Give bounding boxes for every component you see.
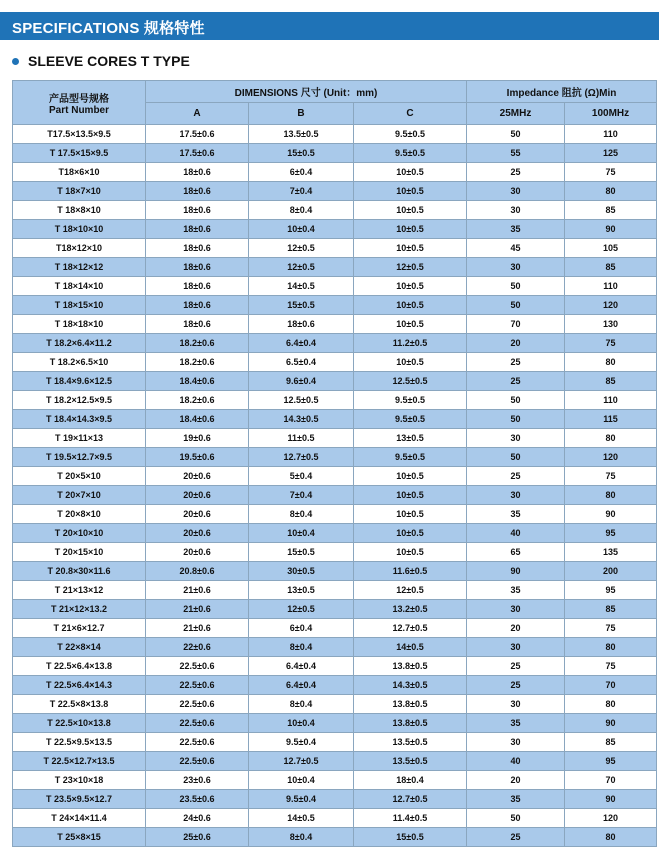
table-row [13, 163, 657, 182]
part-number-cell: T 22.5×9.5×13.5 [13, 733, 146, 752]
dim-b-cell: 15±0.5 [249, 296, 354, 315]
impedance-header: Impedance 阻抗 (Ω)Min [467, 81, 657, 103]
dim-b-cell: 14±0.5 [249, 277, 354, 296]
impedance-100mhz-cell: 70 [565, 771, 657, 790]
part-number-cell: T 18×10×10 [13, 220, 146, 239]
impedance-25mhz-cell: 50 [467, 391, 565, 410]
dim-b-cell: 5±0.4 [249, 467, 354, 486]
part-number-cell: T18×12×10 [13, 239, 146, 258]
dim-a-cell: 21±0.6 [146, 581, 249, 600]
col-c-header: C [354, 103, 467, 125]
dim-a-cell: 22.5±0.6 [146, 714, 249, 733]
dim-a-cell: 22.5±0.6 [146, 733, 249, 752]
impedance-25mhz-cell: 50 [467, 448, 565, 467]
page-title: SPECIFICATIONS 规格特性 [12, 20, 205, 37]
dim-c-cell: 9.5±0.5 [354, 410, 467, 429]
impedance-25mhz-cell: 30 [467, 429, 565, 448]
table-row [13, 581, 657, 600]
dim-b-cell: 8±0.4 [249, 505, 354, 524]
impedance-100mhz-cell: 200 [565, 562, 657, 581]
impedance-100mhz-cell: 85 [565, 733, 657, 752]
impedance-100mhz-cell: 120 [565, 448, 657, 467]
table-row [13, 657, 657, 676]
impedance-25mhz-cell: 55 [467, 144, 565, 163]
dim-c-cell: 10±0.5 [354, 543, 467, 562]
dim-c-cell: 11.6±0.5 [354, 562, 467, 581]
dim-c-cell: 12.7±0.5 [354, 619, 467, 638]
part-number-cell: T 22.5×8×13.8 [13, 695, 146, 714]
dim-a-cell: 22±0.6 [146, 638, 249, 657]
dim-c-cell: 13±0.5 [354, 429, 467, 448]
dim-b-cell: 13.5±0.5 [249, 125, 354, 144]
table-row [13, 828, 657, 847]
dim-b-cell: 9.5±0.4 [249, 790, 354, 809]
impedance-100mhz-cell: 90 [565, 505, 657, 524]
dim-c-cell: 12.7±0.5 [354, 790, 467, 809]
dim-a-cell: 22.5±0.6 [146, 695, 249, 714]
impedance-25mhz-cell: 30 [467, 201, 565, 220]
table-row [13, 201, 657, 220]
dim-c-cell: 13.8±0.5 [354, 695, 467, 714]
table-row [13, 258, 657, 277]
impedance-25mhz-cell: 25 [467, 657, 565, 676]
part-number-cell: T 18.2×6.5×10 [13, 353, 146, 372]
part-number-cell: T 18×12×12 [13, 258, 146, 277]
table-row [13, 600, 657, 619]
impedance-100mhz-cell: 70 [565, 676, 657, 695]
part-number-cell: T 18.2×12.5×9.5 [13, 391, 146, 410]
impedance-100mhz-cell: 130 [565, 315, 657, 334]
dim-b-cell: 12±0.5 [249, 258, 354, 277]
dim-b-cell: 13±0.5 [249, 581, 354, 600]
dim-c-cell: 11.4±0.5 [354, 809, 467, 828]
part-number-cell: T 18×7×10 [13, 182, 146, 201]
impedance-100mhz-cell: 105 [565, 239, 657, 258]
dim-b-cell: 9.5±0.4 [249, 733, 354, 752]
dim-b-cell: 8±0.4 [249, 828, 354, 847]
dim-b-cell: 9.6±0.4 [249, 372, 354, 391]
table-row [13, 638, 657, 657]
impedance-100mhz-cell: 85 [565, 201, 657, 220]
part-number-cell: T18×6×10 [13, 163, 146, 182]
dim-c-cell: 13.5±0.5 [354, 733, 467, 752]
table-row [13, 524, 657, 543]
impedance-25mhz-cell: 90 [467, 562, 565, 581]
dim-a-cell: 18±0.6 [146, 315, 249, 334]
dim-b-cell: 12±0.5 [249, 600, 354, 619]
impedance-25mhz-cell: 25 [467, 163, 565, 182]
part-number-cell: T 18.2×6.4×11.2 [13, 334, 146, 353]
dim-c-cell: 9.5±0.5 [354, 391, 467, 410]
part-number-header [13, 81, 146, 125]
dim-c-cell: 9.5±0.5 [354, 448, 467, 467]
impedance-100mhz-cell: 95 [565, 524, 657, 543]
impedance-25mhz-cell: 35 [467, 714, 565, 733]
spec-table-body [13, 125, 657, 847]
dim-c-cell: 14±0.5 [354, 638, 467, 657]
table-row [13, 296, 657, 315]
impedance-100mhz-cell: 80 [565, 695, 657, 714]
table-row [13, 429, 657, 448]
part-number-cell: T 18.4×9.6×12.5 [13, 372, 146, 391]
impedance-25mhz-cell: 30 [467, 258, 565, 277]
dim-a-cell: 20.8±0.6 [146, 562, 249, 581]
spec-table [12, 80, 657, 847]
dim-a-cell: 18.2±0.6 [146, 391, 249, 410]
dim-a-cell: 22.5±0.6 [146, 752, 249, 771]
table-row [13, 676, 657, 695]
impedance-25mhz-cell: 40 [467, 752, 565, 771]
dim-b-cell: 14.3±0.5 [249, 410, 354, 429]
impedance-25mhz-cell: 35 [467, 505, 565, 524]
table-row [13, 771, 657, 790]
impedance-100mhz-cell: 115 [565, 410, 657, 429]
impedance-100mhz-cell: 80 [565, 638, 657, 657]
dim-c-cell: 9.5±0.5 [354, 125, 467, 144]
impedance-100mhz-cell: 80 [565, 353, 657, 372]
impedance-25mhz-cell: 30 [467, 182, 565, 201]
dim-b-cell: 12.7±0.5 [249, 448, 354, 467]
impedance-100mhz-cell: 120 [565, 296, 657, 315]
dim-a-cell: 17.5±0.6 [146, 125, 249, 144]
dim-a-cell: 23±0.6 [146, 771, 249, 790]
table-row [13, 562, 657, 581]
impedance-100mhz-cell: 90 [565, 220, 657, 239]
dim-b-cell: 6±0.4 [249, 163, 354, 182]
dim-b-cell: 10±0.4 [249, 524, 354, 543]
impedance-25mhz-cell: 25 [467, 353, 565, 372]
impedance-25mhz-cell: 20 [467, 334, 565, 353]
impedance-25mhz-cell: 45 [467, 239, 565, 258]
dim-b-cell: 10±0.4 [249, 220, 354, 239]
part-number-cell: T 24×14×11.4 [13, 809, 146, 828]
col-25mhz-header: 25MHz [467, 103, 565, 125]
table-row [13, 315, 657, 334]
dim-c-cell: 10±0.5 [354, 524, 467, 543]
dim-a-cell: 19±0.6 [146, 429, 249, 448]
dim-c-cell: 10±0.5 [354, 353, 467, 372]
table-row [13, 695, 657, 714]
impedance-100mhz-cell: 80 [565, 828, 657, 847]
part-number-cell: T 20.8×30×11.6 [13, 562, 146, 581]
dim-c-cell: 10±0.5 [354, 486, 467, 505]
impedance-100mhz-cell: 75 [565, 334, 657, 353]
table-row [13, 486, 657, 505]
part-number-header-en: Part Number [48, 104, 109, 116]
dim-c-cell: 12±0.5 [354, 581, 467, 600]
table-row [13, 353, 657, 372]
impedance-25mhz-cell: 50 [467, 277, 565, 296]
dim-b-cell: 8±0.4 [249, 695, 354, 714]
impedance-100mhz-cell: 85 [565, 372, 657, 391]
dim-a-cell: 21±0.6 [146, 619, 249, 638]
impedance-25mhz-cell: 35 [467, 790, 565, 809]
dim-b-cell: 30±0.5 [249, 562, 354, 581]
dim-b-cell: 6±0.4 [249, 619, 354, 638]
impedance-25mhz-cell: 50 [467, 410, 565, 429]
part-number-cell: T 18×15×10 [13, 296, 146, 315]
dim-c-cell: 15±0.5 [354, 828, 467, 847]
dim-c-cell: 10±0.5 [354, 315, 467, 334]
table-row [13, 505, 657, 524]
impedance-100mhz-cell: 90 [565, 714, 657, 733]
dim-a-cell: 18.2±0.6 [146, 334, 249, 353]
dim-b-cell: 14±0.5 [249, 809, 354, 828]
table-row [13, 239, 657, 258]
table-row [13, 391, 657, 410]
dim-b-cell: 8±0.4 [249, 638, 354, 657]
dim-a-cell: 22.5±0.6 [146, 657, 249, 676]
impedance-25mhz-cell: 30 [467, 600, 565, 619]
dim-b-cell: 12.7±0.5 [249, 752, 354, 771]
dim-a-cell: 20±0.6 [146, 543, 249, 562]
col-a-header: A [146, 103, 249, 125]
table-row [13, 410, 657, 429]
dim-b-cell: 15±0.5 [249, 144, 354, 163]
section-heading [12, 53, 190, 69]
dim-a-cell: 21±0.6 [146, 600, 249, 619]
dim-a-cell: 19.5±0.6 [146, 448, 249, 467]
table-row [13, 220, 657, 239]
impedance-100mhz-cell: 80 [565, 429, 657, 448]
table-row [13, 372, 657, 391]
impedance-25mhz-cell: 30 [467, 486, 565, 505]
dim-b-cell: 15±0.5 [249, 543, 354, 562]
part-number-cell: T 19.5×12.7×9.5 [13, 448, 146, 467]
impedance-25mhz-cell: 20 [467, 619, 565, 638]
dim-a-cell: 17.5±0.6 [146, 144, 249, 163]
part-number-cell: T 20×8×10 [13, 505, 146, 524]
impedance-25mhz-cell: 35 [467, 581, 565, 600]
impedance-25mhz-cell: 70 [467, 315, 565, 334]
impedance-100mhz-cell: 75 [565, 657, 657, 676]
part-number-cell: T 17.5×15×9.5 [13, 144, 146, 163]
part-number-cell: T 22.5×12.7×13.5 [13, 752, 146, 771]
impedance-100mhz-cell: 80 [565, 486, 657, 505]
part-number-cell: T 25×8×15 [13, 828, 146, 847]
dim-b-cell: 6.4±0.4 [249, 676, 354, 695]
dim-c-cell: 10±0.5 [354, 239, 467, 258]
table-row [13, 277, 657, 296]
part-number-cell: T 22.5×6.4×13.8 [13, 657, 146, 676]
part-number-cell: T 18×8×10 [13, 201, 146, 220]
part-number-cell: T 18×14×10 [13, 277, 146, 296]
part-number-cell: T 20×5×10 [13, 467, 146, 486]
dim-b-cell: 10±0.4 [249, 771, 354, 790]
dim-a-cell: 18.2±0.6 [146, 353, 249, 372]
impedance-100mhz-cell: 135 [565, 543, 657, 562]
impedance-25mhz-cell: 50 [467, 125, 565, 144]
impedance-100mhz-cell: 95 [565, 752, 657, 771]
dim-c-cell: 9.5±0.5 [354, 144, 467, 163]
table-row [13, 809, 657, 828]
part-number-cell: T 21×13×12 [13, 581, 146, 600]
dim-b-cell: 12±0.5 [249, 239, 354, 258]
impedance-25mhz-cell: 25 [467, 676, 565, 695]
dim-b-cell: 6.4±0.4 [249, 657, 354, 676]
impedance-25mhz-cell: 30 [467, 733, 565, 752]
dim-b-cell: 18±0.6 [249, 315, 354, 334]
dim-c-cell: 10±0.5 [354, 163, 467, 182]
dim-c-cell: 10±0.5 [354, 505, 467, 524]
table-row [13, 334, 657, 353]
dim-c-cell: 14.3±0.5 [354, 676, 467, 695]
impedance-100mhz-cell: 75 [565, 163, 657, 182]
table-row [13, 182, 657, 201]
impedance-100mhz-cell: 75 [565, 619, 657, 638]
table-row [13, 752, 657, 771]
impedance-25mhz-cell: 65 [467, 543, 565, 562]
impedance-100mhz-cell: 90 [565, 790, 657, 809]
table-row [13, 619, 657, 638]
dim-a-cell: 20±0.6 [146, 467, 249, 486]
part-number-cell: T 21×12×13.2 [13, 600, 146, 619]
impedance-100mhz-cell: 95 [565, 581, 657, 600]
part-number-cell: T 19×11×13 [13, 429, 146, 448]
dim-a-cell: 24±0.6 [146, 809, 249, 828]
dim-c-cell: 18±0.4 [354, 771, 467, 790]
part-number-cell: T 21×6×12.7 [13, 619, 146, 638]
part-number-cell: T 23×10×18 [13, 771, 146, 790]
table-row [13, 448, 657, 467]
impedance-25mhz-cell: 50 [467, 809, 565, 828]
part-number-cell: T 22.5×6.4×14.3 [13, 676, 146, 695]
dim-c-cell: 12±0.5 [354, 258, 467, 277]
part-number-cell: T 18.4×14.3×9.5 [13, 410, 146, 429]
dim-b-cell: 6.4±0.4 [249, 334, 354, 353]
dim-a-cell: 18±0.6 [146, 182, 249, 201]
table-row [13, 714, 657, 733]
part-number-cell: T 22×8×14 [13, 638, 146, 657]
dim-b-cell: 6.5±0.4 [249, 353, 354, 372]
impedance-25mhz-cell: 50 [467, 296, 565, 315]
impedance-100mhz-cell: 75 [565, 467, 657, 486]
impedance-25mhz-cell: 20 [467, 771, 565, 790]
impedance-25mhz-cell: 35 [467, 220, 565, 239]
impedance-100mhz-cell: 80 [565, 182, 657, 201]
dim-c-cell: 11.2±0.5 [354, 334, 467, 353]
section-title: SLEEVE CORES T TYPE [28, 53, 190, 69]
part-number-header-cn: 产品型号规格 [49, 93, 109, 105]
dim-b-cell: 11±0.5 [249, 429, 354, 448]
impedance-25mhz-cell: 25 [467, 828, 565, 847]
table-row [13, 733, 657, 752]
impedance-100mhz-cell: 110 [565, 125, 657, 144]
impedance-25mhz-cell: 30 [467, 695, 565, 714]
header-bar [0, 12, 659, 40]
table-row [13, 543, 657, 562]
part-number-cell: T 23.5×9.5×12.7 [13, 790, 146, 809]
dim-c-cell: 10±0.5 [354, 220, 467, 239]
dim-a-cell: 18±0.6 [146, 277, 249, 296]
dim-c-cell: 10±0.5 [354, 277, 467, 296]
dim-a-cell: 22.5±0.6 [146, 676, 249, 695]
impedance-100mhz-cell: 110 [565, 277, 657, 296]
impedance-25mhz-cell: 25 [467, 467, 565, 486]
impedance-25mhz-cell: 40 [467, 524, 565, 543]
dim-a-cell: 18.4±0.6 [146, 372, 249, 391]
part-number-cell: T 20×7×10 [13, 486, 146, 505]
impedance-100mhz-cell: 120 [565, 809, 657, 828]
part-number-cell: T 22.5×10×13.8 [13, 714, 146, 733]
dim-c-cell: 10±0.5 [354, 201, 467, 220]
table-row [13, 125, 657, 144]
table-row [13, 467, 657, 486]
impedance-100mhz-cell: 110 [565, 391, 657, 410]
dim-a-cell: 25±0.6 [146, 828, 249, 847]
dim-b-cell: 12.5±0.5 [249, 391, 354, 410]
dim-b-cell: 8±0.4 [249, 201, 354, 220]
impedance-100mhz-cell: 85 [565, 600, 657, 619]
dim-a-cell: 18±0.6 [146, 239, 249, 258]
dim-a-cell: 18.4±0.6 [146, 410, 249, 429]
dim-c-cell: 12.5±0.5 [354, 372, 467, 391]
col-b-header: B [249, 103, 354, 125]
dim-a-cell: 20±0.6 [146, 505, 249, 524]
dim-a-cell: 18±0.6 [146, 296, 249, 315]
part-number-cell: T17.5×13.5×9.5 [13, 125, 146, 144]
dim-b-cell: 7±0.4 [249, 486, 354, 505]
table-row [13, 144, 657, 163]
dim-b-cell: 10±0.4 [249, 714, 354, 733]
impedance-25mhz-cell: 25 [467, 372, 565, 391]
part-number-cell: T 20×10×10 [13, 524, 146, 543]
dim-c-cell: 10±0.5 [354, 296, 467, 315]
col-100mhz-header: 100MHz [565, 103, 657, 125]
dim-c-cell: 13.8±0.5 [354, 714, 467, 733]
impedance-25mhz-cell: 30 [467, 638, 565, 657]
part-number-cell: T 20×15×10 [13, 543, 146, 562]
dim-a-cell: 18±0.6 [146, 163, 249, 182]
bullet-dot-icon [12, 58, 19, 65]
impedance-100mhz-cell: 125 [565, 144, 657, 163]
dim-a-cell: 18±0.6 [146, 201, 249, 220]
part-number-cell: T 18×18×10 [13, 315, 146, 334]
dim-b-cell: 7±0.4 [249, 182, 354, 201]
dim-a-cell: 18±0.6 [146, 220, 249, 239]
dim-a-cell: 23.5±0.6 [146, 790, 249, 809]
dim-c-cell: 13.2±0.5 [354, 600, 467, 619]
dim-a-cell: 20±0.6 [146, 486, 249, 505]
dim-a-cell: 18±0.6 [146, 258, 249, 277]
dim-a-cell: 20±0.6 [146, 524, 249, 543]
dimensions-header: DIMENSIONS 尺寸 (Unit：mm) [146, 81, 467, 103]
impedance-100mhz-cell: 85 [565, 258, 657, 277]
table-row [13, 790, 657, 809]
dim-c-cell: 10±0.5 [354, 182, 467, 201]
dim-c-cell: 13.8±0.5 [354, 657, 467, 676]
dim-c-cell: 10±0.5 [354, 467, 467, 486]
dim-c-cell: 13.5±0.5 [354, 752, 467, 771]
